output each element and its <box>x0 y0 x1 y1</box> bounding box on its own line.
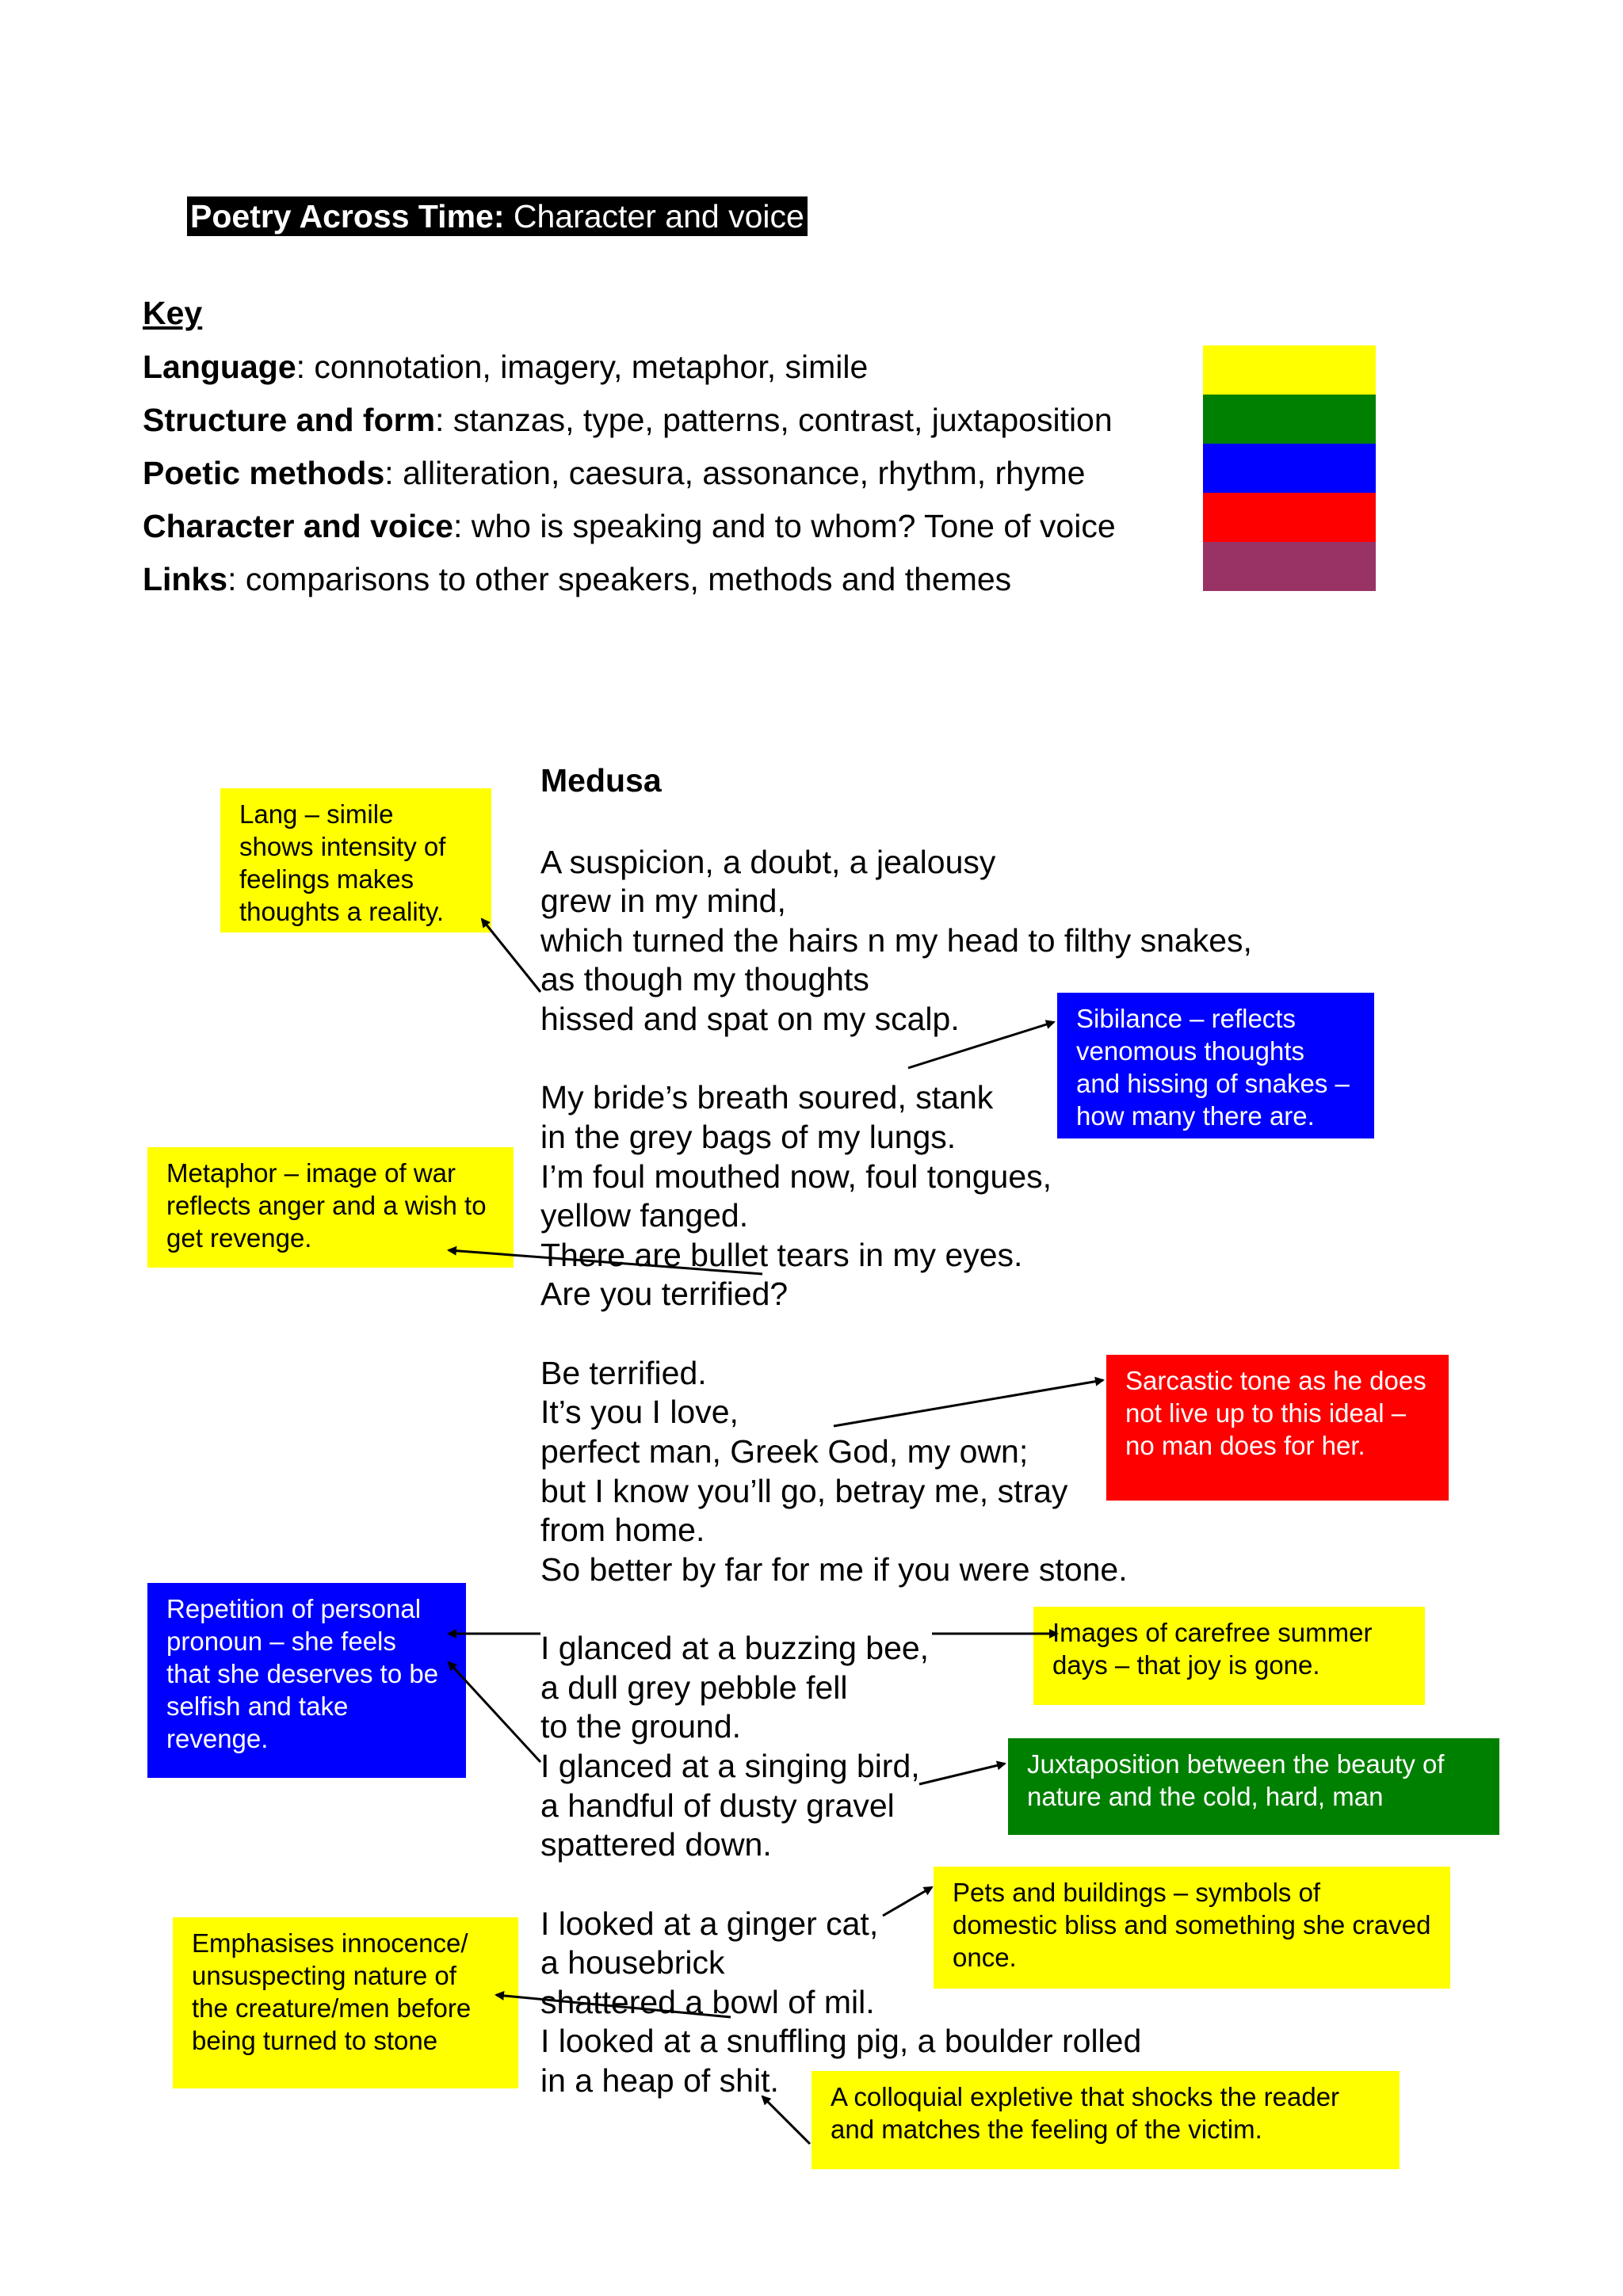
poem-line: in a heap of shit. <box>540 2062 779 2099</box>
swatch-links <box>1203 542 1376 591</box>
poem-line: grew in my mind, <box>540 883 786 919</box>
key-label: Structure and form <box>143 402 436 438</box>
annotation-pets-buildings: Pets and buildings – symbols of domestic bliss and something she craved once. <box>934 1867 1450 1989</box>
poem-line: from home. <box>540 1512 705 1548</box>
key-label: Language <box>143 349 296 385</box>
swatch-poetic-methods <box>1203 444 1376 493</box>
poem-line: hissed and spat on my scalp. <box>540 1001 960 1037</box>
arrow-juxtaposition <box>919 1764 1005 1784</box>
key-poetic-methods <box>143 455 1085 492</box>
poem-line: I looked at a snuffling pig, a boulder rolled <box>540 2023 1142 2059</box>
poem-line: yellow fanged. <box>540 1197 749 1234</box>
poem-line: I’m foul mouthed now, foul tongues, <box>540 1158 1052 1195</box>
poem-line: to the ground. <box>540 1708 742 1745</box>
poem-line: spattered down. <box>540 1826 772 1863</box>
annotation-sarcastic-tone: Sarcastic tone as he does not live up to this ideal – no man does for her. <box>1106 1355 1449 1501</box>
poem-line: It’s you I love, <box>540 1394 739 1430</box>
poem-line: I glanced at a singing bird, <box>540 1748 920 1784</box>
annotation-metaphor: Metaphor – image of war reflects anger and a wish to get revenge. <box>147 1147 514 1268</box>
annotation-carefree-summer: Images of carefree summer days – that joy is gone. <box>1033 1607 1425 1705</box>
arrow-pets-buildings <box>883 1887 932 1916</box>
key-character-voice <box>143 508 1116 545</box>
poem-line: a handful of dusty gravel <box>540 1787 895 1824</box>
poem-line: which turned the hairs n my head to filthy snakes, <box>540 922 1252 959</box>
annotation-simile: Lang – simile shows intensity of feelings makes thoughts a reality. <box>220 788 491 933</box>
poem-line: A suspicion, a doubt, a jealousy <box>540 844 996 880</box>
swatch-character-voice <box>1203 493 1376 542</box>
annotation-sibilance: Sibilance – reflects venomous thoughts and hissing of snakes – how many there are. <box>1057 993 1374 1138</box>
arrow-expletive <box>762 2096 810 2144</box>
page-title <box>187 196 808 236</box>
poem-line: in the grey bags of my lungs. <box>540 1119 957 1155</box>
poem-line: perfect man, Greek God, my own; <box>540 1433 1029 1470</box>
poem-line: a dull grey pebble fell <box>540 1669 848 1706</box>
poem-line: I glanced at a buzzing bee, <box>540 1630 930 1666</box>
key-text: : comparisons to other speakers, methods and themes <box>227 561 1012 597</box>
key-label: Poetic methods <box>143 455 385 491</box>
poem-line: as though my thoughts <box>540 961 869 997</box>
key-label: Links <box>143 561 228 597</box>
key-text: : alliteration, caesura, assonance, rhythm, rhyme <box>384 455 1086 491</box>
key-links <box>143 561 1011 598</box>
annotation-innocence: Emphasises innocence/ unsuspecting nature of the creature/men before being turned to stone <box>173 1917 518 2088</box>
swatch-language <box>1203 345 1376 395</box>
key-text: : connotation, imagery, metaphor, simile <box>296 349 869 385</box>
poem-line: shattered a bowl of mil. <box>540 1984 875 2020</box>
poem-line: There are bullet tears in my eyes. <box>540 1237 1023 1273</box>
title-rest: Character and voice <box>504 198 804 235</box>
key-text: : who is speaking and to whom? Tone of voice <box>453 508 1116 544</box>
key-language <box>143 349 868 386</box>
poem-title: Medusa <box>540 762 662 799</box>
poem-line: So better by far for me if you were stone. <box>540 1551 1128 1588</box>
poem-line: My bride’s breath soured, stank <box>540 1079 994 1116</box>
annotation-juxtaposition: Juxtaposition between the beauty of nature and the cold, hard, man <box>1008 1738 1499 1835</box>
swatch-structure <box>1203 395 1376 444</box>
annotation-expletive: A colloquial expletive that shocks the reader and matches the feeling of the victim. <box>812 2071 1400 2169</box>
poem-line: Are you terrified? <box>540 1276 789 1312</box>
poem-line: a housebrick <box>540 1944 725 1981</box>
annotation-repetition: Repetition of personal pronoun – she feels that she deserves to be selfish and take revenge. <box>147 1583 466 1778</box>
key-heading: Key <box>143 295 203 331</box>
key-label: Character and voice <box>143 508 453 544</box>
poem-line: Be terrified. <box>540 1355 707 1391</box>
key-text: : stanzas, type, patterns, contrast, juxtaposition <box>435 402 1113 438</box>
key-structure <box>143 402 1113 439</box>
poem-line: I looked at a ginger cat, <box>540 1905 879 1942</box>
poem-line: but I know you’ll go, betray me, stray <box>540 1473 1068 1509</box>
arrow-sarcastic-tone <box>834 1380 1103 1426</box>
title-bold: Poetry Across Time: <box>190 198 505 235</box>
